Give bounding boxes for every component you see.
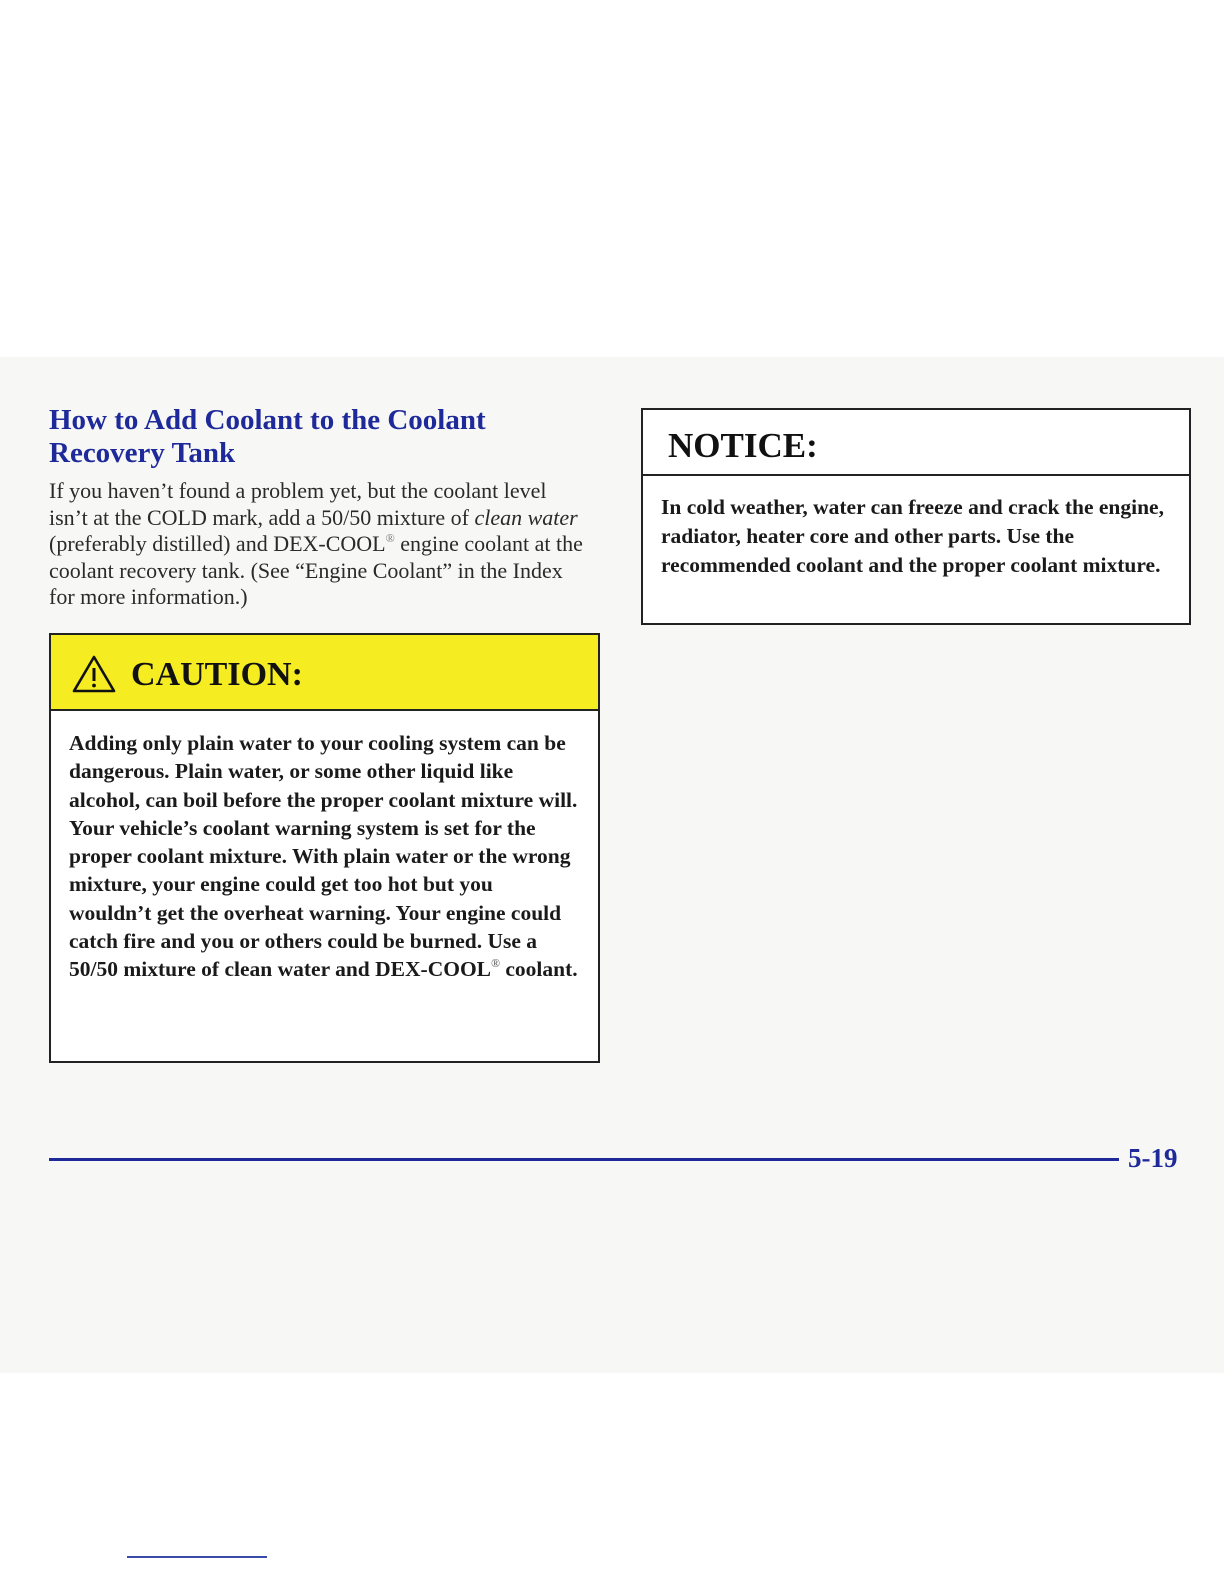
caution-text: Adding only plain water to your cooling system can be dangerous. Plain water, or some other liquid like alcohol, can boil before the proper coolant mixture will. Your vehicle’s coolant warning system is set for the proper coolant mixture. With plain water or the wrong mixture, your engine could get too hot but you wouldn’t get the overheat warning. Your engine could catch fire and you or others could be burned. Use a 50/50 mixture of clean water and DEX-COOL: [69, 731, 578, 982]
caution-box: [49, 633, 600, 1063]
intro-paragraph: [49, 478, 589, 611]
warning-triangle-icon: [71, 654, 117, 694]
scan-mark: [127, 1556, 267, 1558]
notice-title: NOTICE:: [668, 426, 818, 465]
caution-title: CAUTION:: [131, 656, 303, 693]
notice-body: In cold weather, water can freeze and crack the engine, radiator, heater core and other parts. Use the recommended coolant and the proper coolant mixture.: [661, 495, 1164, 577]
section-heading: How to Add Coolant to the Coolant Recovery Tank: [49, 404, 486, 469]
intro-text-3: engine coolant at the coolant recovery tank. (See “Engine Coolant” in the Index for more information.): [49, 531, 583, 609]
registered-mark: ®: [385, 531, 395, 545]
intro-italic-text: clean water: [474, 504, 578, 530]
intro-text-2: (preferably distilled) and DEX-COOL: [49, 531, 386, 556]
footer-rule: [49, 1158, 1119, 1161]
caution-header: [51, 635, 598, 711]
registered-mark: ®: [491, 956, 500, 971]
intro-text-1: If you haven’t found a problem yet, but the coolant level isn’t at the COLD mark, add a 50/50 mixture of: [49, 478, 547, 530]
notice-header: [643, 410, 1189, 476]
caution-body: [51, 711, 598, 984]
page-number: 5-19: [1128, 1143, 1178, 1173]
caution-text-end: coolant.: [499, 957, 578, 982]
notice-box: [641, 408, 1191, 625]
